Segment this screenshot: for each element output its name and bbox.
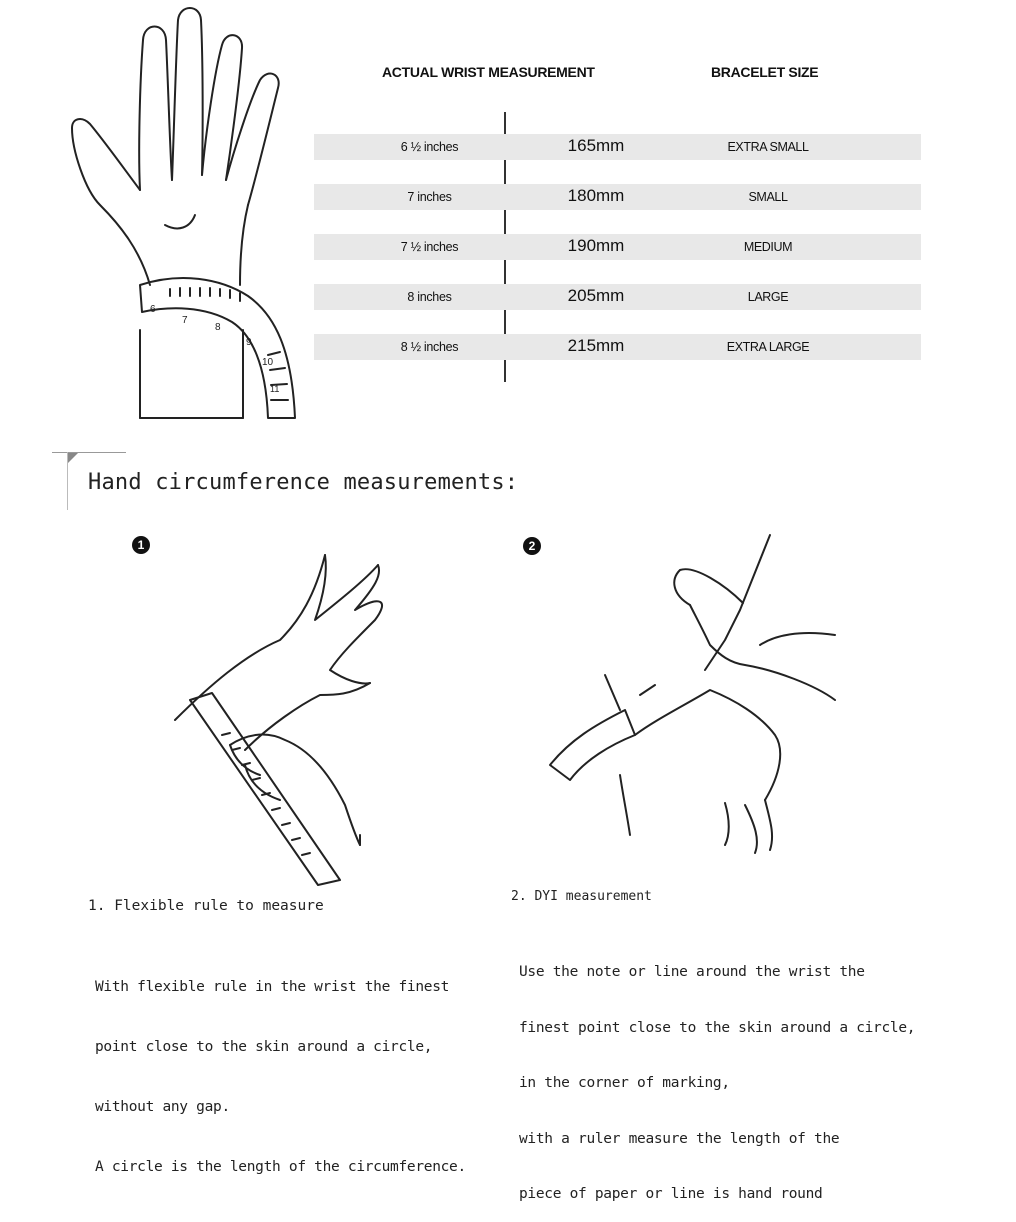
header-bracelet-size: BRACELET SIZE xyxy=(711,64,819,80)
paper-strip-illustration xyxy=(545,535,875,865)
flexible-rule-illustration xyxy=(150,545,410,875)
section-corner-mark xyxy=(52,452,126,453)
tape-number: 9 xyxy=(246,337,252,348)
step-1-title: 1. Flexible rule to measure xyxy=(88,898,324,914)
inches-cell: 7 inches xyxy=(407,190,452,204)
hand-with-tape-illustration xyxy=(0,0,300,420)
mm-cell: 190mm xyxy=(567,236,625,255)
inches-cell: 8 inches xyxy=(407,290,452,304)
size-cell: EXTRA SMALL xyxy=(727,140,809,154)
step-2-line: with a ruler measure the length of the xyxy=(519,1130,840,1147)
step-2-badge: 2 xyxy=(523,537,541,555)
step-1-description xyxy=(95,937,466,1197)
inches-cell: 8 ½ inches xyxy=(400,340,459,354)
tape-number: 11 xyxy=(270,384,280,394)
table-row xyxy=(314,284,921,310)
header-wrist-measurement: ACTUAL WRIST MEASUREMENT xyxy=(382,64,595,80)
step-2-line: Use the note or line around the wrist the xyxy=(519,964,865,980)
step-2-line: finest point close to the skin around a circle, xyxy=(519,1019,916,1036)
inches-cell: 7 ½ inches xyxy=(400,240,459,254)
table-row xyxy=(314,234,921,260)
step-1-line: point close to the skin around a circle, xyxy=(95,1039,433,1055)
mm-cell: 205mm xyxy=(567,286,625,305)
table-row xyxy=(314,134,921,160)
step-2-description xyxy=(519,926,915,1222)
mm-cell: 180mm xyxy=(567,186,625,205)
step-1-line: With flexible rule in the wrist the finest xyxy=(95,979,450,995)
inches-cell: 6 ½ inches xyxy=(400,140,459,154)
step-1-line: A circle is the length of the circumference. xyxy=(95,1159,466,1175)
size-cell: MEDIUM xyxy=(743,240,793,254)
size-cell: LARGE xyxy=(747,290,789,304)
table-row xyxy=(314,334,921,360)
tape-number: 10 xyxy=(262,357,274,368)
step-2-line: piece of paper or line is hand round xyxy=(519,1186,823,1202)
mm-cell: 215mm xyxy=(567,336,625,355)
section-title: Hand circumference measurements: xyxy=(88,470,519,495)
step-1-line: without any gap. xyxy=(95,1099,230,1115)
step-2-title: 2. DYI measurement xyxy=(511,889,652,904)
tape-number: 8 xyxy=(215,322,221,333)
section-corner-triangle xyxy=(68,453,78,463)
tape-number: 7 xyxy=(182,315,188,326)
step-2-line: in the corner of marking, xyxy=(519,1075,730,1091)
tape-number: 6 xyxy=(150,304,156,315)
mm-cell: 165mm xyxy=(567,136,625,155)
step-1-badge: 1 xyxy=(132,536,150,554)
size-cell: SMALL xyxy=(748,190,788,204)
table-row xyxy=(314,184,921,210)
size-cell: EXTRA LARGE xyxy=(726,340,810,354)
